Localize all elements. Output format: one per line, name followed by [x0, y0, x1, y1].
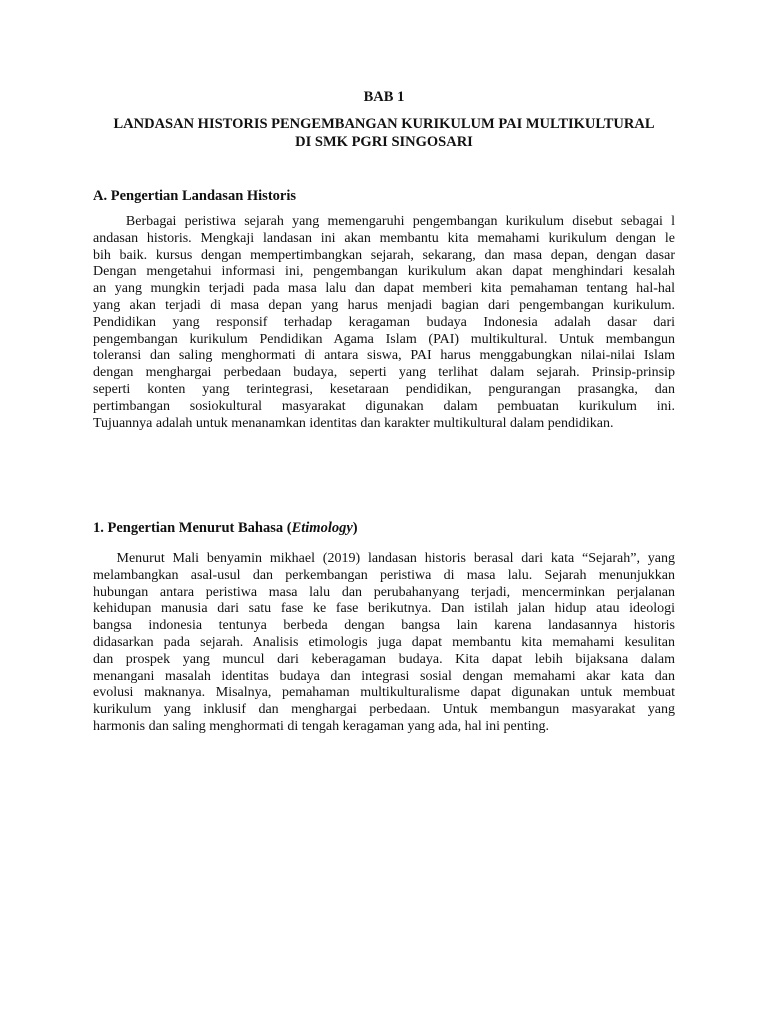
section-a-heading: A. Pengertian Landasan Historis: [93, 188, 297, 204]
paragraph-line: melambangkan asal-usul dan perkembangan peristiwa di masa lalu. Sejarah menunjukkan: [93, 567, 675, 583]
paragraph-line: an yang mungkin terjadi pada masa lalu dan dapat memberi kita pemahaman tentang hal-hal: [93, 281, 675, 297]
chapter-label: BAB 1: [363, 89, 405, 105]
section-1-paragraph: [93, 551, 675, 736]
paragraph-line: dan prospek yang muncul dari keberagaman budaya. Kita dapat lebih bijaksana dalam: [93, 651, 675, 667]
paragraph-line: dengan menghargai perbedaan budaya, seperti yang terlihat dalam sejarah. Prinsip-prinsip: [93, 365, 675, 381]
paragraph-line: bih baik. kursus dengan mempertimbangkan sejarah, sekarang, dan masa depan, dengan dasar: [93, 247, 675, 263]
paragraph-line: Menurut Mali benyamin mikhael (2019) landasan historis berasal dari kata “Sejarah”, yang: [93, 551, 675, 566]
paragraph-line: Berbagai peristiwa sejarah yang memengaruhi pengembangan kurikulum disebut sebagai l: [93, 214, 675, 229]
heading-italic-term: Etimology: [291, 520, 353, 536]
title-line: LANDASAN HISTORIS PENGEMBANGAN KURIKULUM PAI MULTIKULTURAL: [113, 116, 655, 132]
paragraph-line: Dengan mengetahui informasi ini, pengembangan kurikulum akan dapat menghindari kesalah: [93, 264, 675, 280]
paragraph-line: evolusi maknanya. Misalnya, pemahaman multikulturalisme dapat digunakan untuk membuat: [93, 685, 675, 701]
paragraph-line: kurikulum yang inklusif dan menghargai perbedaan. Untuk membangun masyarakat yang: [93, 702, 675, 718]
paragraph-line: yang akan terjadi di masa depan yang harus menjadi bagian dari pengembangan kurikulum.: [93, 297, 675, 313]
paragraph-line: hubungan antara peristiwa masa lalu dan perubahanyang terjadi, mencerminkan perjalanan: [93, 584, 675, 600]
heading-suffix: ): [352, 520, 358, 536]
heading-prefix: 1. Pengertian Menurut Bahasa (: [93, 520, 292, 536]
paragraph-line: Tujuannya adalah untuk menanamkan identitas dan karakter multikultural dalam pendidikan.: [93, 415, 614, 431]
paragraph-line: toleransi dan saling menghormati di antara siswa, PAI harus menggabungkan nilai-nilai Islam: [93, 348, 675, 364]
paragraph-line: seperti konten yang terintegrasi, kesetaraan pendidikan, pengurangan prasangka, dan: [93, 381, 675, 397]
title-line: DI SMK PGRI SINGOSARI: [295, 134, 473, 150]
paragraph-line: kehidupan manusia dari satu fase ke fase berikutnya. Dan istilah jalan hidup atau ideologi: [93, 601, 675, 617]
paragraph-line: Pendidikan yang responsif terhadap keragaman budaya Indonesia adalah dasar dari: [93, 314, 675, 330]
paragraph-line: pengembangan kurikulum Pendidikan Agama Islam (PAI) multikultural. Untuk membangun: [93, 331, 675, 347]
paragraph-line: pertimbangan sosiokultural masyarakat digunakan dalam pembuatan kurikulum ini.: [93, 398, 675, 414]
paragraph-line: menangani masalah identitas budaya dan integrasi sosial dengan memahami akar kata dan: [93, 668, 675, 684]
paragraph-line: andasan historis. Mengkaji landasan ini akan membantu kita memahami kurikulum dengan le: [93, 230, 675, 246]
section-a-paragraph: [93, 214, 675, 432]
section-1-heading: [93, 519, 358, 537]
document-title: [80, 115, 688, 151]
paragraph-line: harmonis dan saling menghormati di tengah keragaman yang ada, hal ini penting.: [93, 718, 550, 734]
paragraph-line: didasarkan pada sejarah. Analisis etimologis juga dapat membantu kita memahami kesulitan: [93, 634, 675, 650]
paragraph-line: bangsa indonesia tentunya berbeda dengan bangsa lain karena landasannya historis: [93, 618, 675, 634]
